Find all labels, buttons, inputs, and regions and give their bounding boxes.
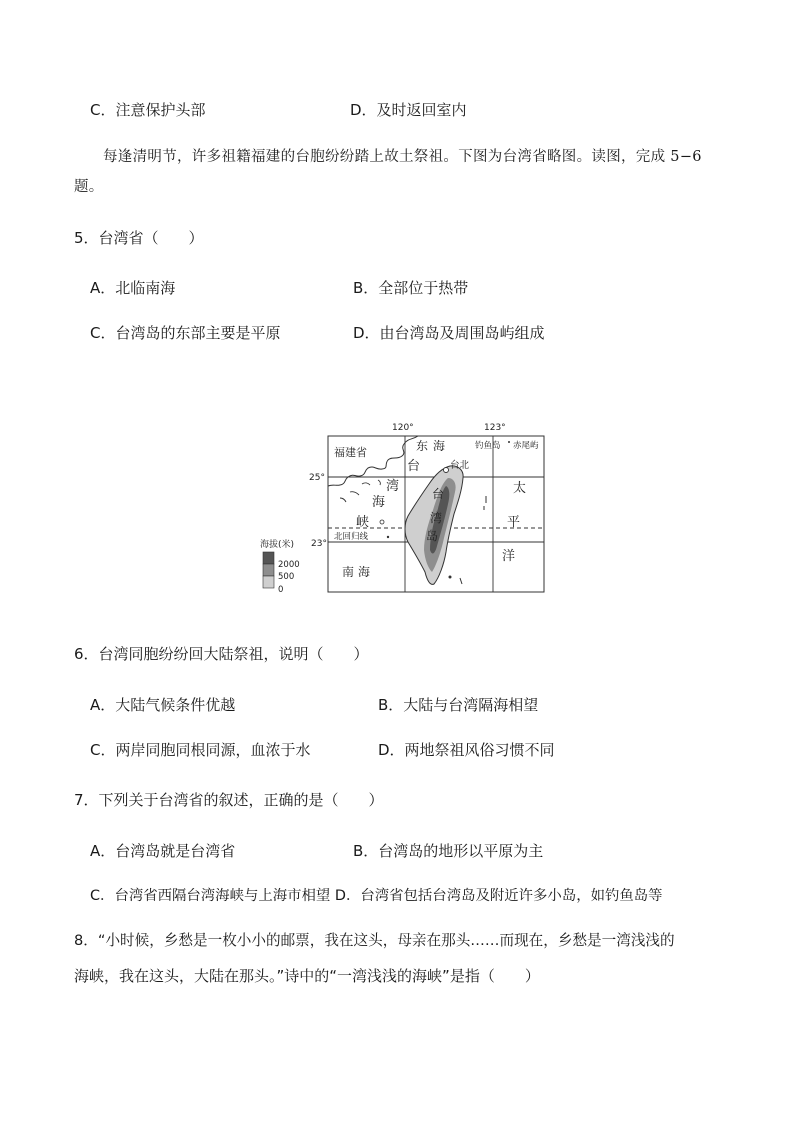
pacific-char-2: 平 <box>507 515 521 530</box>
pacific-char-1: 太 <box>513 481 527 496</box>
q8-line-1: 8．“小时候，乡愁是一枚小小的邮票，我在这头，母亲在那头……而现在，乡愁是一湾浅浅的 <box>74 932 675 949</box>
taibei-label: 台北 <box>450 460 470 471</box>
legend-title: 海拔(米) <box>260 540 295 550</box>
pacific-char-3: 洋 <box>502 549 516 564</box>
q7-option-c-d: C．台湾省西隔台湾海峡与上海市相望 D．台湾省包括台湾岛及附近许多小岛，如钓鱼岛等 <box>90 888 663 904</box>
lat-25-label: 25° <box>309 473 325 483</box>
donghai-label: 东海 <box>416 439 451 453</box>
q7-option-a: A．台湾岛就是台湾省 <box>90 842 236 860</box>
legend-swatch-high <box>263 552 274 564</box>
small-islet <box>387 536 389 538</box>
q7-option-b: B．台湾岛的地形以平原为主 <box>353 842 544 860</box>
taibei-marker <box>444 468 449 473</box>
penghu-islet <box>380 520 384 524</box>
nanhai-label: 南海 <box>342 565 375 579</box>
diaoyu-dot <box>508 441 510 443</box>
intro-line-2: 题。 <box>74 179 104 195</box>
strait-char-wan: 湾 <box>386 479 400 494</box>
strait-char-xia: 峡 <box>356 515 370 530</box>
q8-line-2: 海峡，我在这头，大陆在那头。”诗中的“一湾浅浅的海峡”是指（ ） <box>74 967 540 985</box>
legend-2000: 2000 <box>278 560 300 570</box>
strait-char-hai: 海 <box>372 495 386 510</box>
island-char-2: 湾 <box>430 511 443 525</box>
lyudao-islet <box>460 578 462 584</box>
island-char-3: 岛 <box>426 529 439 543</box>
strait-char-tai: 台 <box>407 459 421 474</box>
q6-option-c: C．两岸同胞同根同源，血浓于水 <box>90 741 311 759</box>
tropic-label: 北回归线 <box>334 532 369 542</box>
lon-123-label: 123° <box>484 423 506 433</box>
chiwei-label: 赤尾屿 <box>513 441 539 451</box>
q7-stem: 7．下列关于台湾省的叙述，正确的是（ ） <box>74 791 384 809</box>
q6-option-b: B．大陆与台湾隔海相望 <box>378 696 539 714</box>
q5-stem: 5．台湾省（ ） <box>74 229 204 247</box>
lanyu-islet <box>449 576 452 579</box>
legend-swatch-mid <box>263 564 274 576</box>
diaoyu-label: 钓鱼岛 <box>475 441 501 451</box>
q6-stem: 6．台湾同胞纷纷回大陆祭祖，说明（ ） <box>74 645 369 663</box>
legend-swatch-low <box>263 576 274 588</box>
q4-option-c: C．注意保护头部 <box>90 101 206 119</box>
legend-0: 0 <box>278 585 284 595</box>
island-char-1: 台 <box>432 487 445 501</box>
q5-option-b: B．全部位于热带 <box>353 279 469 297</box>
q4-option-d: D．及时返回室内 <box>350 101 467 119</box>
q6-option-a: A．大陆气候条件优越 <box>90 696 236 714</box>
intro-line-1: 每逢清明节，许多祖籍福建的台胞纷纷踏上故土祭祖。下图为台湾省略图。读图，完成 5−6 <box>103 149 702 165</box>
taiwan-map <box>258 418 548 598</box>
legend-500: 500 <box>278 572 295 582</box>
lat-23-label: 23° <box>311 539 327 549</box>
q5-option-a: A．北临南海 <box>90 279 176 297</box>
q6-option-d: D．两地祭祖风俗习惯不同 <box>378 741 555 759</box>
q5-option-c: C．台湾岛的东部主要是平原 <box>90 324 281 342</box>
fujian-label: 福建省 <box>334 446 367 459</box>
q5-option-d: D．由台湾岛及周围岛屿组成 <box>353 324 545 342</box>
lon-120-label: 120° <box>392 423 414 433</box>
fujian-coastline <box>328 436 421 486</box>
